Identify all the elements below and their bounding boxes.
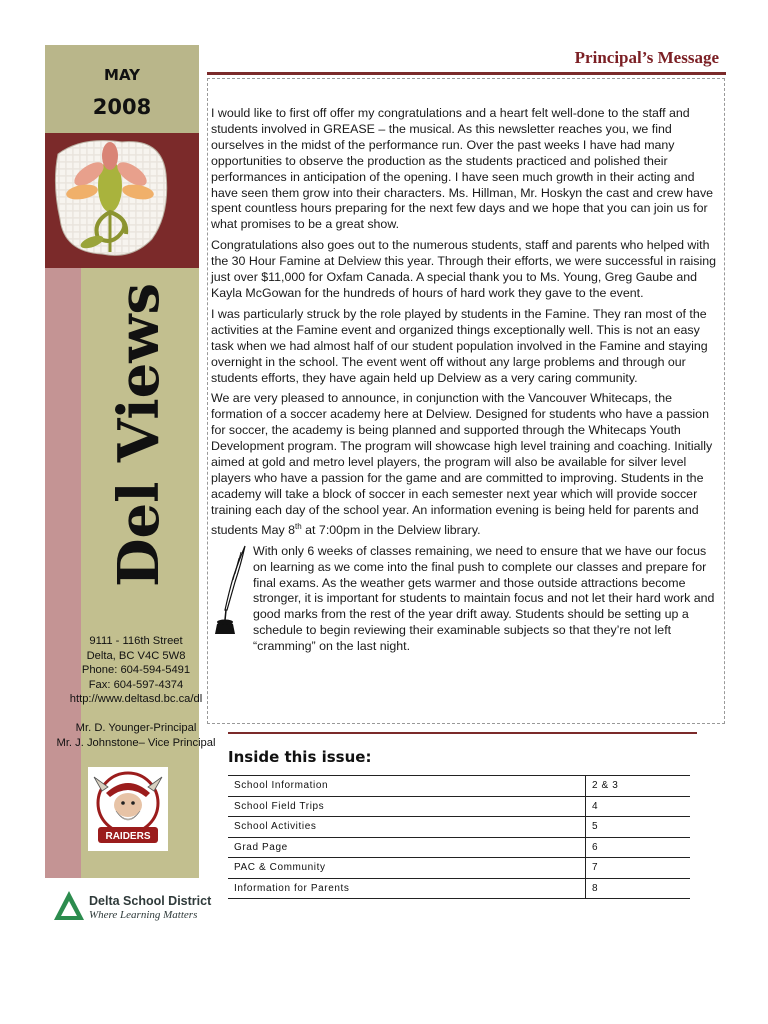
delta-triangle-icon [52,889,86,923]
website-link[interactable]: http://www.deltasd.bc.ca/dl [69,693,203,706]
issue-year: 2008 [92,95,152,119]
district-logo [52,889,222,925]
mosaic-flower-image [52,134,170,264]
principals-message [211,106,719,655]
toc-page-number: 7 [586,858,691,879]
address-line-2: Delta, BC V4C 5W8 [86,649,186,662]
district-tagline: Where Learning Matters [89,909,198,921]
toc-section-label: Grad Page [228,837,586,858]
toc-section-label: School Activities [228,817,586,838]
message-paragraph: I would like to first off offer my congratulations and a heart felt well-done to the staff and students involved in GREASE – the musical. As this newsletter reaches you, we find ourselves in the midst of the performance run. Over the past weeks I have had many opportunities to observe the production as the students practiced and polished their performances in anticipation of the opening. I have seen much growth in their acting and have seen them grow into their characters. Ms. Hillman, Mr. Hoskyn the cast and crew have spent countless hours preparing for the next few days and we hope that you can join us for what promises to be a great show. [211,106,714,232]
toc-section-label: School Information [228,776,586,797]
toc-page-number: 5 [586,817,691,838]
table-of-contents [228,775,690,899]
toc-row[interactable] [228,796,690,817]
principals-message-heading: Principal’s Message [574,48,719,67]
date-suffix: th [295,521,302,531]
toc-page-number: 8 [586,878,691,899]
raiders-logo [88,767,168,851]
quill-and-inkwell-icon [211,544,251,636]
address-line-1: 9111 - 116th Street [89,635,183,647]
toc-section-label: PAC & Community [228,858,586,879]
district-name: Delta School District [89,894,212,908]
phone: Phone: 604-594-5491 [81,664,191,677]
issue-month: MAY [104,66,140,84]
message-paragraph: I was particularly struck by the role played by students in the Famine. They ran most of the activities at the Famine event and organized things exceptionally well. This is not an easy task when we had almost half of our student population involved in the Famine and staying overnight in the school. The event went off without any large problems and through our students efforts, they have again held up Delview as a very caring community. [211,306,708,385]
toc-row[interactable] [228,837,690,858]
message-paragraph: Congratulations also goes out to the numerous students, staff and parents who helped with the 30 Hour Famine at Delview this year. Through their efforts, we were successful in raising just over $11,000 for Oxfam Canada. A special thank you to Ms. Young, Greg Gaube and Kayla McGowan for the hundreds of hours of hard work they gave to the event. [211,238,717,300]
newsletter-title-block [84,270,194,600]
message-paragraph: With only 6 weeks of classes remaining, we need to ensure that we have our focus on learning as we come into the final push to complete our classes and prepare for final exams. As the weather gets warmer and those outside attractions become stronger, it is important for students to maintain focus and not let their hard work and good marks from the rest of the year drift away. Students should be setting up a schedule to begin reviewing their examinable subjects so that they’re not left “cramming” on the last night. [253,543,715,654]
toc-section-label: Information for Parents [228,878,586,899]
inside-issue-heading: Inside this issue: [228,748,372,766]
toc-row[interactable] [228,878,690,899]
toc-section-label: School Field Trips [228,796,586,817]
principal-name: Mr. D. Younger-Principal [75,721,197,734]
toc-page-number: 2 & 3 [586,776,691,797]
toc-row[interactable] [228,858,690,879]
sidebar-pink-strip [45,268,81,878]
toc-page-number: 4 [586,796,691,817]
toc-row[interactable] [228,776,690,797]
school-contact [45,634,227,750]
raiders-logo-text: RAIDERS [105,831,151,842]
heading-rule [207,72,726,75]
fax: Fax: 604-597-4374 [88,678,184,691]
message-paragraph: We are very pleased to announce, in conjunction with the Vancouver Whitecaps, the formation of a soccer academy here at Delview. Designed for students who have a passion for soccer, the academy is being planned and supported through the Whitecaps Youth Development program. The program will showcase high level training and coaching. Initially aimed at gold and metro level players, the program will also be available for silver level players who have a passion for the game and are committed to improving. Students in the academy will take a block of soccer in each semester next year which will provide soccer training each day of the school year. An information evening is being held for parents and students May 8th at 7:00pm in the Delview library. [211,391,713,537]
section-divider [228,732,697,734]
vice-principal-name: Mr. J. Johnstone– Vice Principal [56,736,216,749]
toc-row[interactable] [228,817,690,838]
sidebar-header [45,45,199,133]
newsletter-title: Del Views [106,282,172,588]
toc-page-number: 6 [586,837,691,858]
